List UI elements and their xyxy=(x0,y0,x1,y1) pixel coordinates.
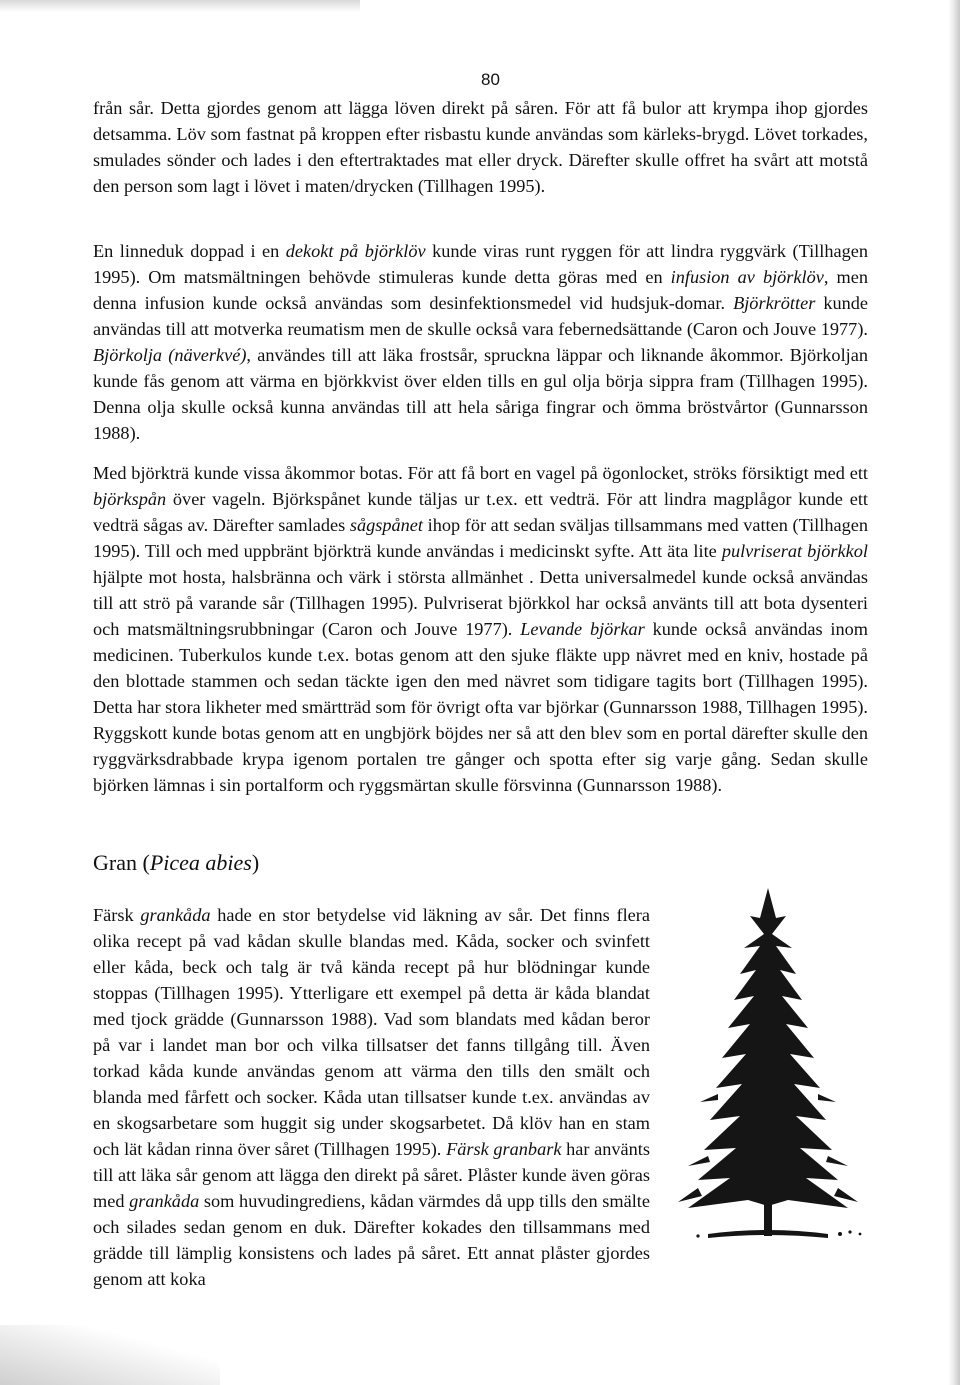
italic-term: Levande björkar xyxy=(520,619,645,639)
page-number: 80 xyxy=(481,70,500,89)
italic-term: Björkrötter xyxy=(733,293,816,313)
paragraph-birch-leaves xyxy=(93,95,868,199)
scan-edge-top xyxy=(0,0,360,12)
heading-latin-name: Picea abies xyxy=(149,850,252,875)
italic-term: sågspånet xyxy=(349,515,423,535)
italic-term: grankåda xyxy=(140,905,211,925)
paragraph-birch-remedies xyxy=(93,238,868,446)
section-heading-gran xyxy=(93,848,259,878)
text-run: Med björkträ kunde vissa åkommor botas. För att få bort en vagel på ögonlocket, ströks försiktigt med ett xyxy=(93,463,868,483)
paragraph-text xyxy=(93,460,868,798)
text-run: En linneduk doppad i en xyxy=(93,241,286,261)
text-run: kunde användas till att motverka reumatism men de skulle också vara febernedsättande (Caron och Jouve 1977). xyxy=(93,293,868,339)
spruce-tree-illustration xyxy=(668,888,868,1256)
text-run: har använts till att läka sår genom att lägga den direkt på såret. Plåster kunde även göras med xyxy=(93,1139,651,1211)
paragraph-spruce-resin xyxy=(93,902,868,1292)
text-run: ihop för att sedan sväljas tillsammans med vatten (Tillhagen 1995). Till och med uppbränt björkträ kunde användas i medicinskt syfte. Att äta lite xyxy=(93,515,868,561)
italic-term: Färsk granbark xyxy=(446,1139,562,1159)
text-run: , användes till att läka frostsår, spruckna läppar och liknande åkommor. Björkoljan kunde fås genom att värma en björkkvist över elden tills en gul olja börja sippra fram (Tillhagen 1995). Denna olja skulle också kunna användas till att hela såriga fingrar och ömma bröstvårtor (Gunnarsson 1988). xyxy=(93,345,868,443)
heading-close: ) xyxy=(251,850,260,875)
italic-term: björkspån xyxy=(93,489,167,509)
italic-term: infusion av björklöv xyxy=(670,267,824,287)
text-run: hade en stor betydelse vid läkning av sår. Det finns flera olika recept på vad kådan skulle blandas med. Kåda, socker och svinfett eller kåda, beck och talg är två kända recept på hur blödningar kunde stoppas (Tillhagen 1995). Ytterligare ett exempel på detta är kåda blandat med tjock grädde (Gunnarsson 1988). Vad som blandats med kådan beror på var i landet man bor och vilka tillsatser det fanns tillgång till. Även torkad kåda kunde användas genom att värma den tills den smält och blanda med fårfett och socker. Kåda utan tillsatser kunde t.ex. användas av en skogsarbetare som huggit sig under skogsarbetet. Då klöv han en stam och lät kådan rinna över såret (Tillhagen 1995). xyxy=(93,905,650,1159)
text-run: över vageln. Björkspånet kunde täljas ur t.ex. ett vedträ. För att lindra magplågor kunde ett vedträ sågas av. Därefter samlades xyxy=(93,489,868,535)
text-run: från sår. Detta gjordes genom att lägga löven direkt på såren. För att få bulor att krympa ihop gjordes detsamma. Löv som fastnat på kroppen efter risbastu kunde användas som kärleks-brygd. Lövet torkades, smulades sönder och lades i den eftertraktades mat eller dryck. Därefter skulle offret ha svårt att motstå den person som lagt i lövet i maten/drycken (Tillhagen 1995). xyxy=(93,98,868,196)
paragraph-birch-wood xyxy=(93,460,868,798)
paragraph-text xyxy=(93,95,868,199)
paragraph-text xyxy=(93,238,868,446)
text-run: hjälpte mot hosta, halsbränna och värk i största allmänhet . Detta universalmedel kunde också användas till att strö på varande sår (Tillhagen 1995). Pulvriserat björkkol har också använts till att bota dysenteri och matsmältningsrubbningar (Caron och Jouve 1977). xyxy=(93,567,868,639)
text-run: Färsk xyxy=(93,905,141,925)
scan-shadow-corner xyxy=(0,1325,220,1385)
scan-edge-right xyxy=(948,0,960,1385)
italic-term: pulvriserat björkkol xyxy=(721,541,868,561)
italic-term: Björkolja (näverkvé) xyxy=(93,345,247,365)
italic-term: dekokt på björklöv xyxy=(285,241,426,261)
heading-main: Gran ( xyxy=(93,850,150,875)
italic-term: grankåda xyxy=(129,1191,200,1211)
text-run: som huvudingrediens, kådan värmdes då upp tills den smälte och silades sedan genom en duk. Därefter kokades den tillsammans med grädde till lämplig konsistens och lades på såret. Ett annat plåster gjordes genom att koka xyxy=(93,1191,650,1289)
text-run: kunde också användas inom medicinen. Tuberkulos kunde t.ex. botas genom att den sjuke fläkte upp nävret med en kniv, hostade på den blottade stammen och sedan täckte igen den med nävret som tidigare tagits bort (Tillhagen 1995). Detta har stora likheter med smärtträd som för övrigt ofta var björkar (Gunnarsson 1988, Tillhagen 1995). Ryggskott kunde botas genom att en ungbjörk böjdes ner så att den blev som en portal därefter skulle den ryggvärksdrabbade krypa igenom portalen tre gånger och spotta efter sig varje gång. Sedan skulle björken lämnas i sin portalform och ryggsmärtan skulle försvinna (Gunnarsson 1988). xyxy=(93,619,868,795)
text-run: , men denna infusion kunde också användas som desinfektionsmedel vid hudsjuk-domar. xyxy=(93,267,868,313)
text-run: kunde viras runt ryggen för att lindra ryggvärk (Tillhagen 1995). Om matsmältningen behövde stimuleras kunde detta göras med en xyxy=(93,241,868,287)
spruce-tree-icon xyxy=(668,888,868,1256)
